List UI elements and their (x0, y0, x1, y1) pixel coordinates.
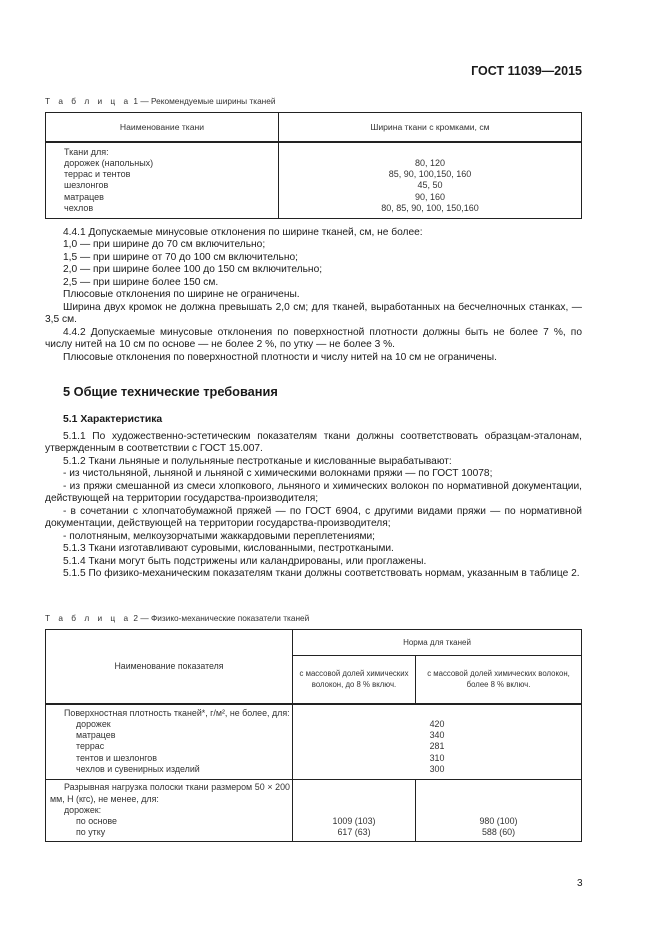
table2-header-norm: Норма для тканей (293, 630, 582, 656)
table1 (45, 112, 582, 219)
row-value: 45, 50 (417, 180, 443, 191)
paragraph: Плюсовые отклонения по ширине не ограничены. (63, 289, 300, 301)
table2-caption (45, 613, 309, 623)
caption-prefix: Т а б л и ц а (45, 613, 132, 623)
table1-header-width: Ширина ткани с кромками, см (279, 113, 582, 142)
row-value: 617 (63) (337, 827, 371, 838)
group-label: дорожек: (64, 804, 102, 815)
row-value: 90, 160 (414, 191, 446, 202)
paragraph: - полотняным, мелкоузорчатыми жаккардовыми переплетениями; (63, 530, 375, 542)
caption-text: 2 — Физико-механические показатели тканей (133, 613, 310, 623)
row-name: дорожек (напольных) (64, 157, 154, 168)
page-number: 3 (577, 878, 583, 889)
row-value: 980 (100) (479, 816, 518, 827)
tolerances-text (45, 227, 582, 364)
density-values (293, 704, 582, 780)
table2-header-name: Наименование показателя (46, 630, 293, 704)
table2-sub-header-2: с массовой долей химических волокон, более 8 % включ. (416, 656, 582, 704)
paragraph: 5.1.5 По физико-механическим показателям ткани должны соответствовать нормам, указанным в таблице 2. (63, 567, 580, 579)
paragraph: 4.4.2 Допускаемые минусовые отклонения по поверхностной плотности должны быть не более 7 %, по числу нитей на 10 см по основе — не более 2 %, по утку — не более 3 %. (45, 326, 582, 351)
row-name: тентов и шезлонгов (76, 752, 157, 763)
paragraph: - в сочетании с хлопчатобумажной пряжей — по ГОСТ 6904, с другими видами пряжи — по нормативной документации, действующей на территории государства-производителя; (45, 505, 582, 530)
subsection-heading: 5.1 Характеристика (63, 414, 163, 425)
group-label: Ткани для: (64, 146, 109, 157)
row-value: 420 (429, 718, 445, 729)
paragraph: 5.1.1 По художественно-эстетическим показателям ткани должны соответствовать образцам-эталонам, утвержденным в соответствии с ГОСТ 15.007. (45, 431, 582, 455)
paragraph: 5.1.3 Ткани изготавливают суровыми, кислованными, пестроткаными. (63, 543, 394, 555)
table2 (45, 629, 582, 842)
row-value: 1009 (103) (332, 816, 376, 827)
paragraph: 4.4.1 Допускаемые минусовые отклонения по ширине тканей, см, не более: (63, 227, 423, 238)
row-value: 588 (60) (481, 827, 516, 838)
row-value: 80, 85, 90, 100, 150,160 (381, 202, 479, 213)
density-names (46, 704, 293, 780)
paragraph: 2,0 — при ширине более 100 до 150 см включительно; (63, 264, 323, 276)
paragraph: 5.1.2 Ткани льняные и полульняные пестротканые и кислованные вырабатывают: (63, 455, 452, 467)
row-name: чехлов (64, 202, 94, 213)
row-name: террас и тентов (64, 169, 131, 180)
row-title: Поверхностная плотность тканей*, г/м², не более, для: (64, 707, 290, 718)
row-value: 310 (429, 752, 445, 763)
paragraph: - из чистольняной, льняной и льняной с химическими волокнами пряжи — по ГОСТ 10078; (63, 468, 493, 480)
table1-caption (45, 96, 276, 106)
load-values-1 (293, 780, 416, 841)
table1-header-name: Наименование ткани (46, 113, 279, 142)
requirements-text (45, 431, 582, 580)
paragraph: Ширина двух кромок не должна превышать 2,0 см; для тканей, выработанных на бесчелночных станках, — 3,5 см. (45, 301, 582, 326)
caption-text: 1 — Рекомендуемые ширины тканей (133, 96, 276, 106)
row-name: матрацев (64, 191, 104, 202)
table2-sub-header-1: с массовой долей химических волокон, до 8 % включ. (293, 656, 416, 704)
row-name: шезлонгов (64, 180, 109, 191)
table1-values (279, 142, 582, 219)
paragraph: 1,0 — при ширине до 70 см включительно; (63, 239, 266, 251)
row-value: 300 (429, 763, 445, 774)
row-name: по утку (76, 827, 106, 838)
load-names (46, 780, 293, 841)
row-title: Разрывная нагрузка полоски ткани размером 50 × 200 мм, Н (кгс), не менее, для: (50, 782, 290, 804)
document-header: ГОСТ 11039—2015 (471, 64, 582, 78)
row-name: дорожек (76, 718, 111, 729)
paragraph: - из пряжи смешанной из смеси хлопкового, льняного и химических волокон по нормативной документации, действующей на территории государства-производителя; (45, 480, 582, 505)
row-value: 85, 90, 100,150, 160 (388, 169, 472, 180)
paragraph: 5.1.4 Ткани могут быть подстрижены или каландрированы, или проглажены. (63, 555, 427, 567)
row-value: 340 (429, 730, 445, 741)
row-name: матрацев (76, 730, 116, 741)
row-value: 281 (429, 741, 445, 752)
caption-prefix: Т а б л и ц а (45, 96, 132, 106)
row-name: по основе (76, 816, 117, 827)
table1-names (46, 142, 279, 219)
paragraph: 2,5 — при ширине более 150 см. (63, 276, 219, 288)
row-value: 80, 120 (414, 157, 446, 168)
paragraph: 1,5 — при ширине от 70 до 100 см включительно; (63, 251, 298, 263)
paragraph: Плюсовые отклонения по поверхностной плотности и числу нитей на 10 см не ограничены. (63, 351, 497, 363)
row-name: чехлов и сувенирных изделий (76, 763, 200, 774)
row-name: террас (76, 741, 105, 752)
section-heading: 5 Общие технические требования (63, 384, 278, 399)
load-values-2 (416, 780, 582, 841)
